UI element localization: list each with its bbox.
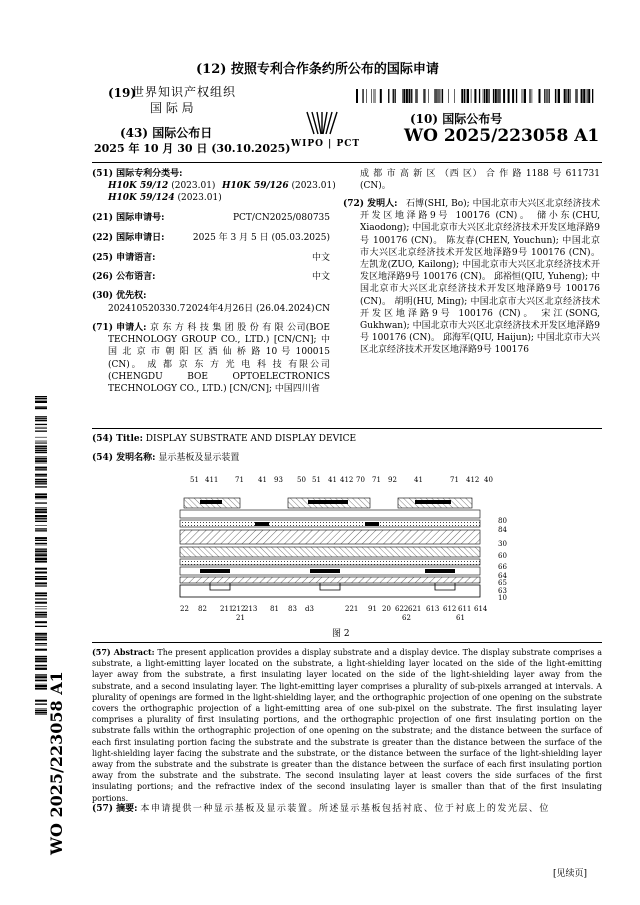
pub-date-label: (43) 国际公布日 [120, 126, 213, 140]
fig-bottom-label-4: 213 [244, 605, 258, 613]
fig-bottom-label-0: 22 [180, 605, 189, 613]
fig-bottom-label-7: d3 [305, 605, 314, 613]
fig-top-label-11: 92 [388, 476, 397, 484]
fig-bottom-label-13: 613 [426, 605, 440, 613]
fig-top-label-2: 71 [235, 476, 244, 484]
field-22: (22) 国际申请日: 2025 年 3 月 5 日 (05.03.2025) [92, 233, 330, 243]
wipo-logo [285, 108, 361, 156]
abstract-en: (57) Abstract: The present application provides a display substrate and a display device. The display substrate comprises a substrate, a light-emitting layer located on the substrate, a light-shielding layer located on the side of the light-emitting layer away from the substrate, a first insulating layer located on the side of the light-shielding layer away from the substrate, and a second insulating layer. The light-emitting layer comprises a plurality of sub-pixels arranged at intervals. A plurality of openings are formed in the light-shielding layer, and the orthographic projection of one opening on the substrate covers the orthographic projection of a light-emitting area of one sub-pixel on the substrate. The first insulating layer comprises a plurality of first insulating portions, and the orthographic projection of one first insulating portion on the substrate falls within the orthographic projection of one opening on the substrate; and the distance between the surface of each first insulating portion facing the substrate and the substrate is greater than the distance between the surface of the light-shielding layer facing the substrate and the substrate, or the distance between the surface of the light-shielding layer away from the substrate and the substrate is greater than the distance between the surface of each first insulating portion away from the substrate and the substrate. The second insulating layer at least covers the side surfaces of the first insulating portions; and the refractive index of the second insulating layer is smaller than that of the first insulating portions. [92, 647, 602, 803]
fig-right-label-1: 84 [498, 526, 507, 534]
wipo-logo-text: WIPO | PCT [291, 139, 361, 149]
org-number: (19) [108, 86, 137, 100]
fig-right-label-5: 64 [498, 572, 507, 580]
title-rule [92, 428, 602, 429]
fig-top-label-9: 70 [356, 476, 365, 484]
fig-right-label-7: 63 [498, 587, 507, 595]
fig-right-label-3: 60 [498, 552, 507, 560]
fig-right-label-2: 30 [498, 540, 507, 548]
field-51-class-3: H10K 59/124 (2023.01) [108, 193, 222, 203]
field-72-label: (72) 发明人: [343, 199, 398, 209]
field-54-en: (54) Title: DISPLAY SUBSTRATE AND DISPLAY DEVICE [92, 434, 357, 444]
fig-sub-label-0: 21 [236, 614, 245, 622]
fig-bottom-label-14: 612 [443, 605, 457, 613]
continued-note: [见续页] [553, 869, 588, 879]
fig-bottom-label-2: 211 [220, 605, 234, 613]
fig-top-label-12: 41 [414, 476, 423, 484]
fig-bottom-label-12: 621 [408, 605, 422, 613]
fig-sub-label-2: 61 [456, 614, 465, 622]
fig-right-label-4: 66 [498, 563, 507, 571]
fig-right-label-8: 10 [498, 594, 507, 602]
fig-top-label-5: 50 [297, 476, 306, 484]
field-71-continued: 成 都 市 高 新 区 （西 区） 合 作 路 1188 号 611731 (CN)。 [360, 169, 600, 192]
field-21: (21) 国际申请号: PCT/CN2025/080735 [92, 213, 330, 223]
fig-bottom-label-5: 81 [270, 605, 279, 613]
barcode-side [35, 396, 47, 716]
field-54-zh: (54) 发明名称: 显示基板及显示装置 [92, 453, 240, 463]
document-title: (12) 按照专利合作条约所公布的国际申请 [196, 62, 439, 77]
fig-right-label-0: 80 [498, 517, 507, 525]
abstract-zh: (57) 摘要: 本申请提供一种显示基板及显示装置。所述显示基板包括衬底、位于衬底上的发光层、位 [92, 804, 550, 814]
fig-top-label-10: 71 [372, 476, 381, 484]
abstract-rule [92, 642, 602, 643]
field-30-label: (30) 优先权: [92, 291, 147, 301]
fig-top-label-14: 412 [466, 476, 480, 484]
barcode-top [356, 89, 594, 103]
field-51-class-2: H10K 59/126 (2023.01) [222, 181, 336, 191]
pub-date-value: 2025 年 10 月 30 日 (30.10.2025) [94, 142, 291, 155]
fig-bottom-label-10: 20 [382, 605, 391, 613]
field-71-applicants: 京 东 方 科 技 集 团 股 份 有 限 公司(BOE TECHNOLOGY GROUP CO., LTD.) [CN/CN]; 中 国 北 京 市 朝 阳 区 酒 仙 桥 路 10 号 100015 (CN)。 成 都 京 东 方 光 电 科 技 有限公司(CHENGDU BOE OPTOELECTRONICS TECHNOLOGY CO., LTD.) [CN/CN]; 中国四川省 [108, 323, 330, 395]
figure-caption: 图 2 [332, 629, 350, 639]
pub-number-value: WO 2025/223058 A1 [404, 126, 600, 146]
pub-number-label: (10) 国际公布号 [410, 112, 503, 126]
fig-bottom-label-6: 83 [288, 605, 297, 613]
field-71-label: (71) 申请人: [92, 323, 147, 333]
org-name: 世界知识产权组织 [132, 85, 237, 99]
fig-top-label-15: 40 [484, 476, 493, 484]
field-25: (25) 申请语言: 中文 [92, 253, 330, 263]
fig-bottom-label-1: 82 [198, 605, 207, 613]
fig-bottom-label-3: 212 [232, 605, 246, 613]
fig-top-label-6: 51 [312, 476, 321, 484]
fig-top-label-13: 71 [450, 476, 459, 484]
field-26: (26) 公布语言: 中文 [92, 272, 330, 282]
fig-bottom-label-16: 614 [474, 605, 488, 613]
fig-top-label-0: 51 [190, 476, 199, 484]
org-bureau: 国 际 局 [150, 101, 194, 115]
figure-layers [180, 498, 480, 597]
wipo-emblem-icon [285, 108, 355, 138]
fig-bottom-label-8: 221 [345, 605, 359, 613]
fig-bottom-label-9: 91 [368, 605, 377, 613]
field-51-label: (51) 国际专利分类号: [92, 169, 183, 179]
fig-top-label-7: 41 [328, 476, 337, 484]
fig-top-label-8: 412 [340, 476, 354, 484]
fig-top-label-1: 411 [205, 476, 219, 484]
header-rule [92, 162, 602, 163]
fig-bottom-label-15: 611 [458, 605, 472, 613]
field-30-priority: 202410520330.7 2024年4月26日 (26.04.2024) CN [108, 304, 330, 314]
fig-sub-label-1: 62 [402, 614, 411, 622]
field-51-class-1: H10K 59/12 (2023.01) [108, 181, 216, 191]
fig-right-label-6: 65 [498, 579, 507, 587]
fig-top-label-3: 41 [258, 476, 267, 484]
field-72-inventors: 石博(SHI, Bo); 中国北京市大兴区北京经济技术开发区地泽路9号 100176 (CN)。 储小东(CHU, Xiaodong); 中国北京市大兴区北京经济技术开发区地泽路9号 100176 (CN)。 陈友春(CHEN, Youchun); 中国北京市大兴区北京经济技术开发区地泽路9号 100176 (CN)。 左凯龙(ZUO, Kailong); 中国北京市大兴区北京经济技术开发区地泽路9号 100176 (CN)。 邱裕恒(QIU, Yuheng); 中国北京市大兴区北京经济技术开发区地泽路9号 100176 (CN)。 胡明(HU, Ming); 中国北京市大兴区北京经济技术开发区地泽路9号 100176 (CN)。 宋江(SONG, Gukhwan); 中国北京市大兴区北京经济技术开发区地泽路9号 100176 (CN)。 邱海军(QIU, Haijun); 中国北京市大兴区北京经济技术开发区地泽路9号 100176 [360, 199, 600, 356]
fig-bottom-label-11: 622 [395, 605, 409, 613]
side-pub-number: WO 2025/223058 A1 [47, 671, 66, 855]
fig-top-label-4: 93 [274, 476, 283, 484]
